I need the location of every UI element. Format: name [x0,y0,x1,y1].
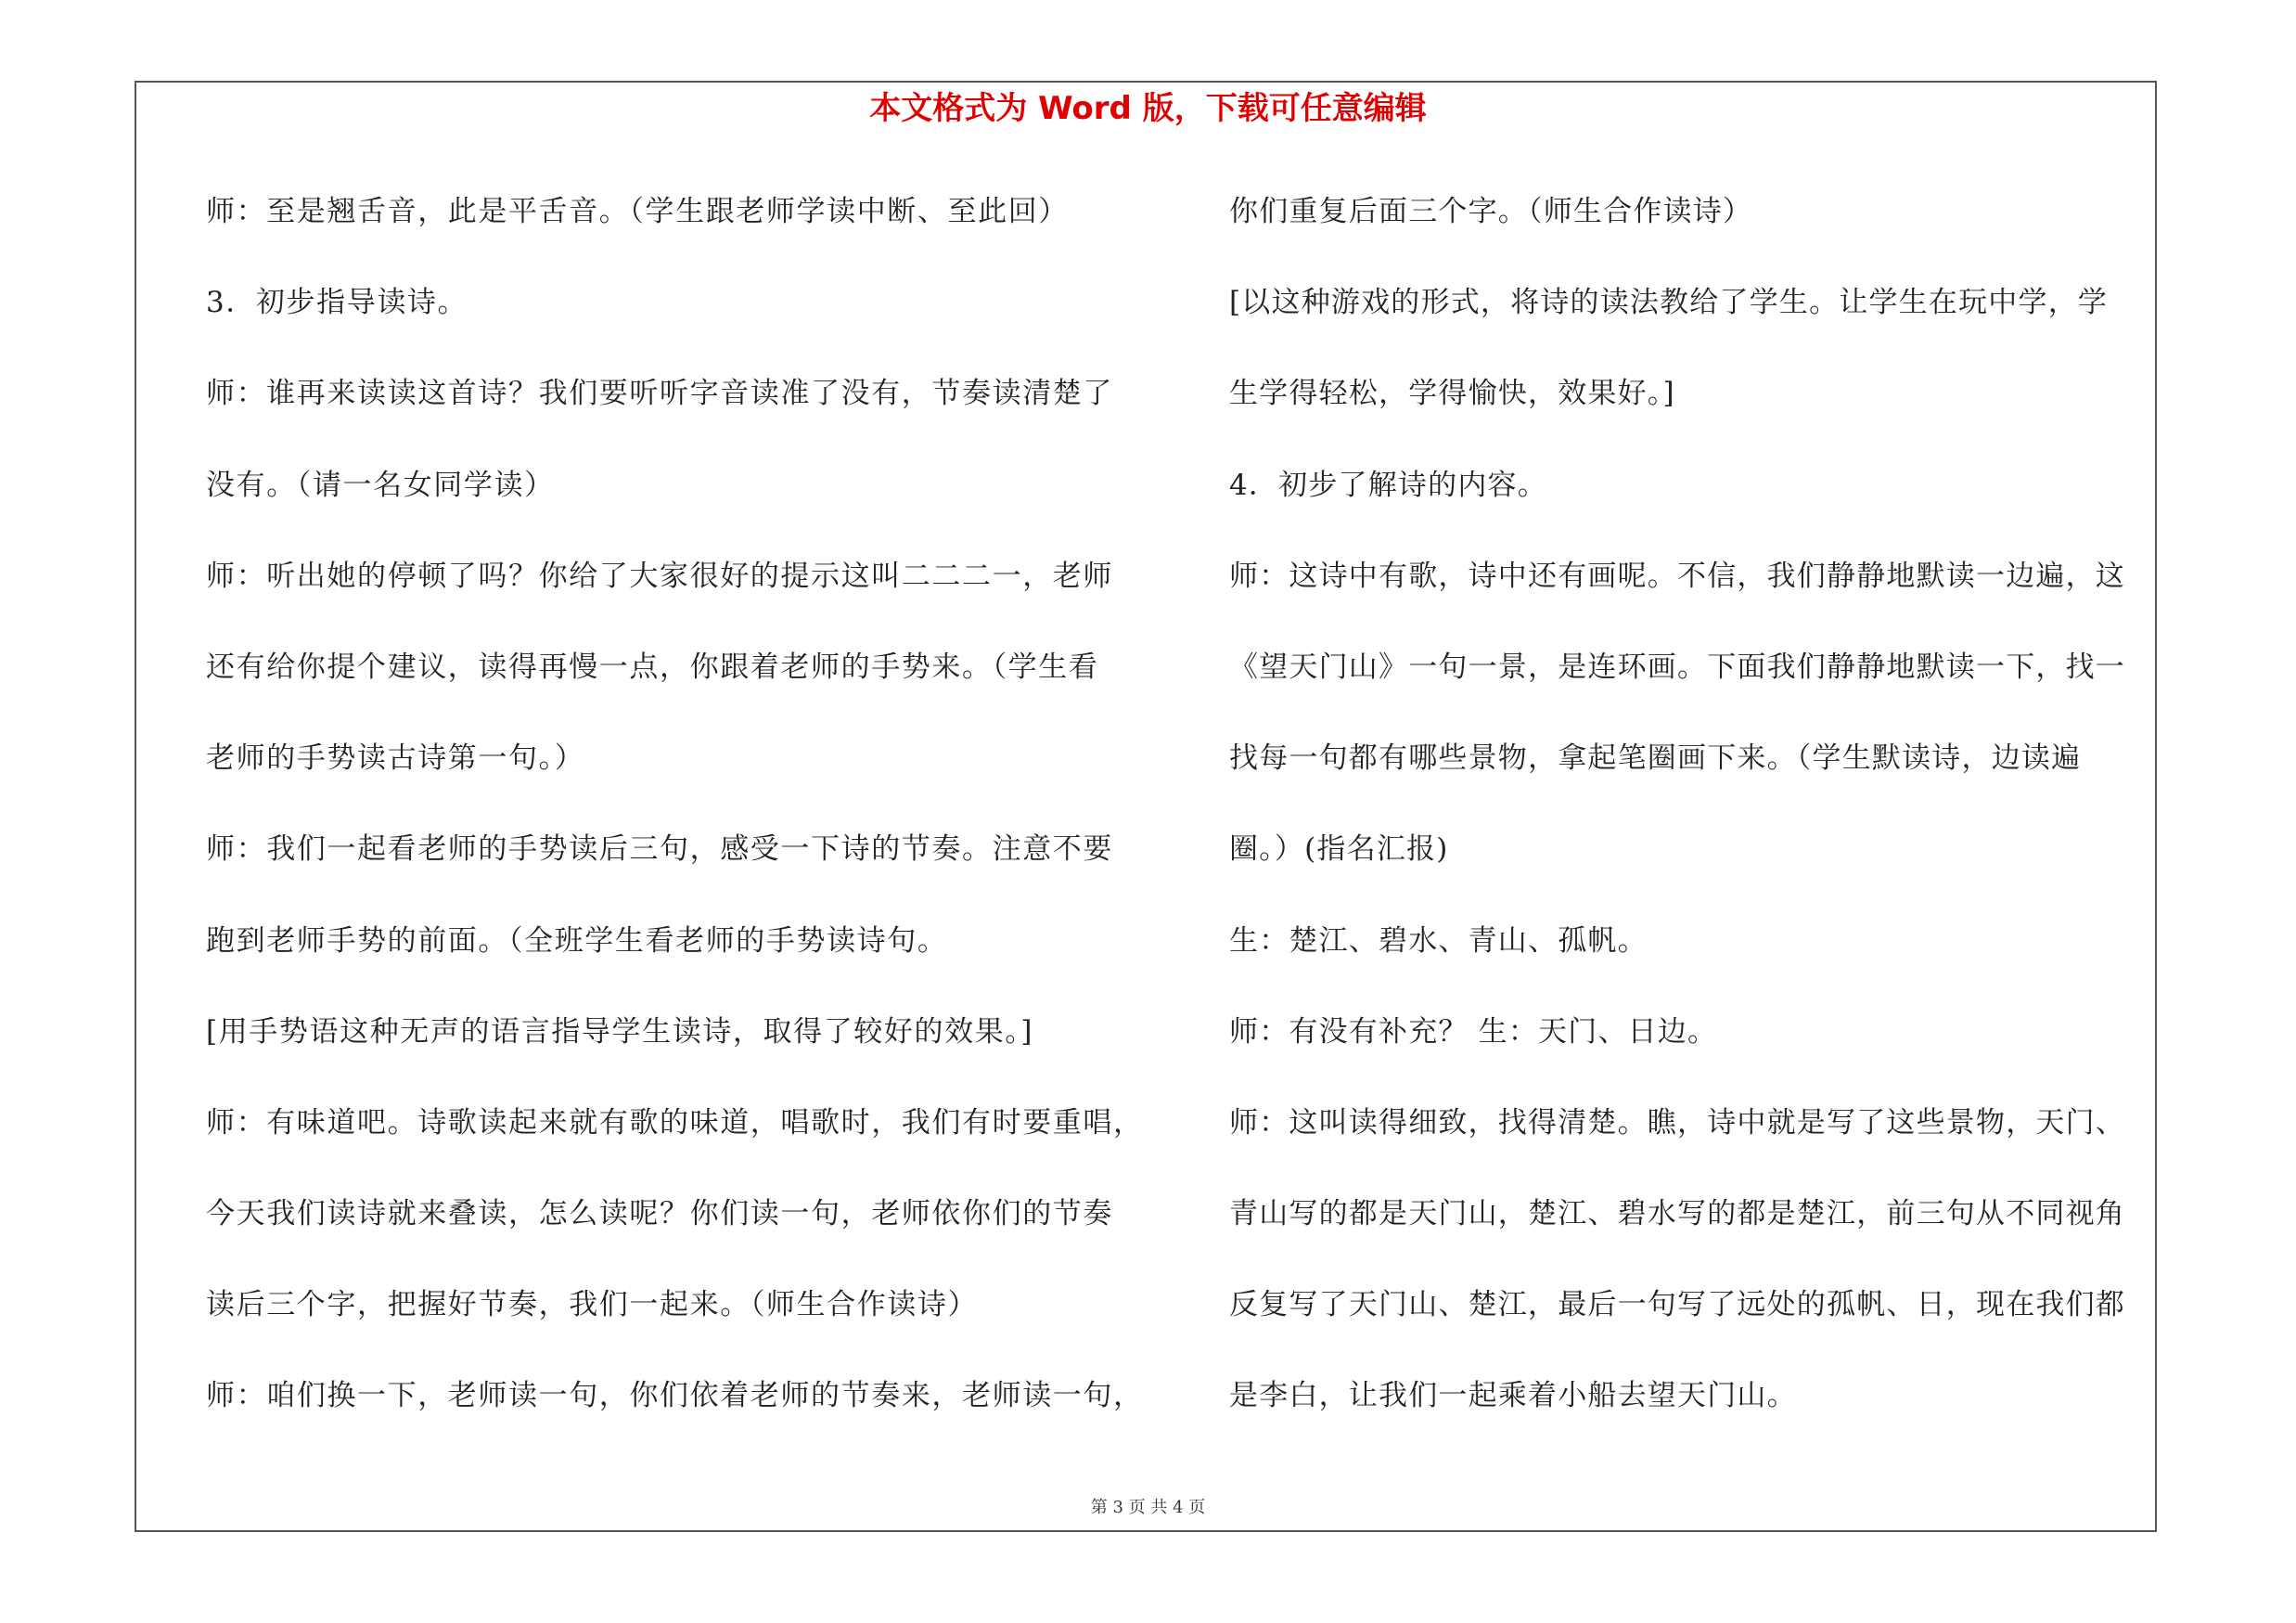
text-line: 找每一句都有哪些景物，拿起笔圈画下来。（学生默读诗，边读遍 [1229,741,2082,776]
page-number: 第 3 页 共 4 页 [1090,1498,1206,1517]
document-header: 本文格式为 Word 版，下载可任意编辑 [869,90,1427,127]
text-line: 今天我们读诗就来叠读，怎么读呢？你们读一句，老师依你们的节奏 [206,1197,1113,1231]
text-line: 4．初步了解诗的内容。 [1229,468,1547,502]
text-line: 跑到老师手势的前面。（全班学生看老师的手势读诗句。 [206,923,948,958]
left-column [206,184,1144,1460]
text-line: 是李白，让我们一起乘着小船去望天门山。 [1229,1379,1797,1413]
text-line: 师：这诗中有歌，诗中还有画呢。不信，我们静静地默读一边遍，这 [1229,559,2125,593]
text-line: 师：听出她的停顿了吗？你给了大家很好的提示这叫二二二一，老师 [206,559,1113,593]
text-line: 《望天门山》一句一景，是连环画。下面我们静静地默读一下，找一 [1229,650,2125,684]
text-line: 圈。）(指名汇报) [1229,832,1449,867]
text-line: 你们重复后面三个字。（师生合作读诗） [1229,195,1753,228]
text-line: 读后三个字，把握好节奏，我们一起来。（师生合作读诗） [206,1288,979,1322]
text-line: 没有。（请一名女同学读） [206,468,555,502]
text-line: 生：楚江、碧水、青山、孤帆。 [1229,923,1648,958]
text-line: 师：有味道吧。诗歌读起来就有歌的味道，唱歌时，我们有时要重唱， [206,1105,1144,1140]
text-line: 3．初步指导读诗。 [206,286,468,320]
text-line: 师：我们一起看老师的手势读后三句，感受一下诗的节奏。注意不要 [206,832,1113,867]
text-line: 生学得轻松，学得愉快，效果好。] [1229,377,1675,411]
text-line: 还有给你提个建议，读得再慢一点，你跟着老师的手势来。（学生看 [206,650,1099,684]
text-line: 师：至是翘舌音，此是平舌音。（学生跟老师学读中断、至此回） [206,195,1069,228]
right-column [1229,184,2161,1460]
text-line: 反复写了天门山、楚江，最后一句写了远处的孤帆、日，现在我们都 [1229,1288,2125,1322]
text-line: 师：有没有补充？ 生：天门、日边。 [1229,1014,1718,1049]
text-line: 老师的手势读古诗第一句。） [206,741,585,776]
text-line: [用手势语这种无声的语言指导学生读诗，取得了较好的效果。] [206,1014,1034,1049]
text-line: 师：咱们换一下，老师读一句，你们依着老师的节奏来，老师读一句， [206,1379,1144,1413]
text-line: [以这种游戏的形式，将诗的读法教给了学生。让学生在玩中学，学 [1229,286,2109,320]
text-line: 青山写的都是天门山，楚江、碧水写的都是楚江，前三句从不同视角 [1229,1197,2125,1231]
text-line: 师：谁再来读读这首诗？我们要听听字音读准了没有，节奏读清楚了 [206,377,1113,411]
text-line: 师：这叫读得细致，找得清楚。瞧，诗中就是写了这些景物，天门、 [1229,1105,2125,1140]
